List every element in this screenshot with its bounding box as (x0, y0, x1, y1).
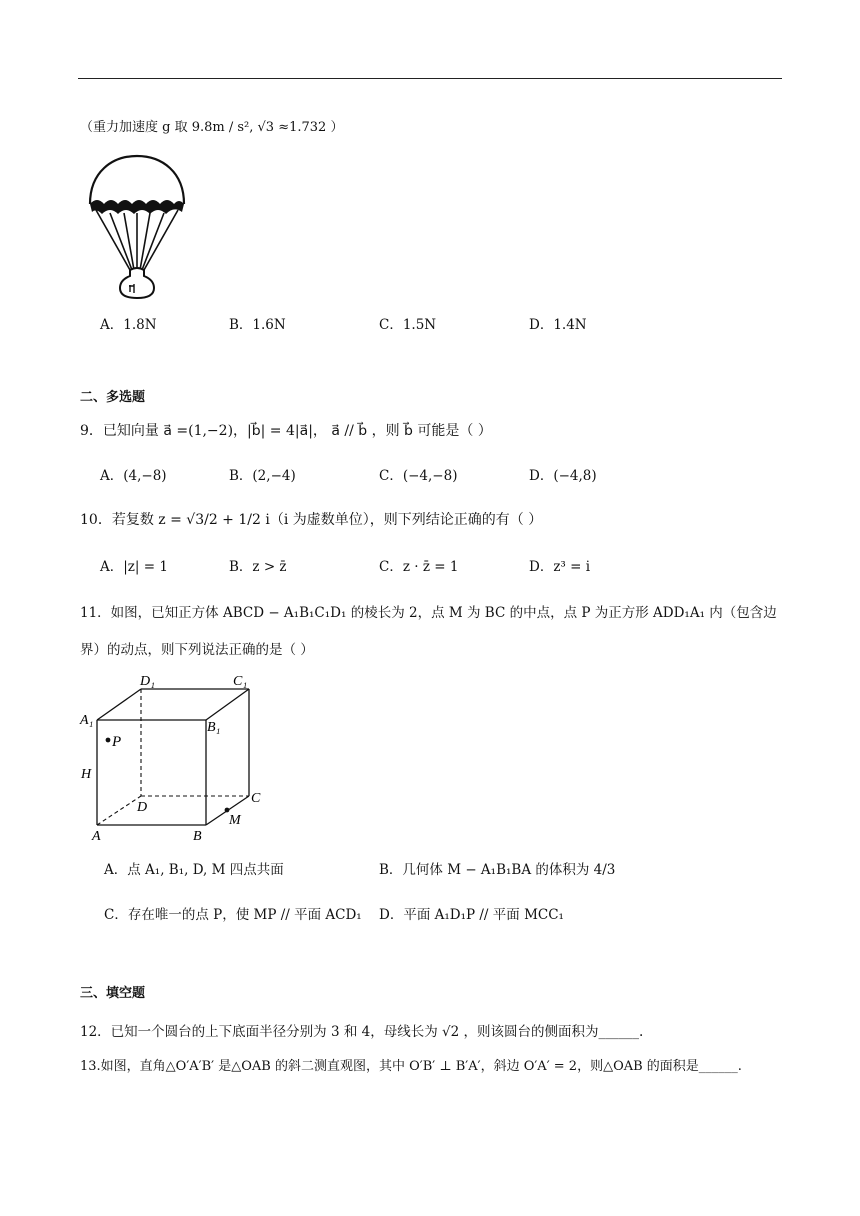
q11-stem-line1: 11．如图，已知正方体 ABCD − A₁B₁C₁D₁ 的棱长为 2，点 M 为 BC 的中点，点 P 为正方形 ADD₁A₁ 内（包含边 (80, 605, 777, 621)
parachute-illustration (84, 152, 190, 304)
label-c: C (251, 791, 261, 806)
label-b: B (193, 829, 202, 844)
q11-stem-line2: 界）的动点，则下列说法正确的是（ ） (80, 642, 314, 658)
q11-option-a: A．点 A₁, B₁, D, M 四点共面 (104, 862, 284, 878)
q10-option-d: D．z³ = i (529, 559, 591, 575)
label-c1: C₁ (233, 674, 248, 689)
q8-option-b: B．1.6N (229, 317, 286, 333)
q13-stem: 13.如图，直角△O′A′B′ 是△OAB 的斜二测直观图，其中 O′B′ ⊥ B′A′，斜边 O′A′ = 2，则△OAB 的面积是______. (80, 1059, 742, 1074)
cube-figure (76, 668, 276, 846)
label-p: P (112, 734, 122, 750)
q10-option-b: B．z > z̄ (229, 559, 287, 575)
q8-option-c: C．1.5N (379, 317, 437, 333)
q8-option-a: A．1.8N (100, 317, 157, 333)
q8-option-d: D．1.4N (529, 317, 587, 333)
section-multiple-choice-title: 二、多选题 (80, 390, 146, 405)
q10-stem: 10．若复数 z = √3/2 + 1/2 i（i 为虚数单位），则下列结论正确的有（ ） (80, 512, 543, 528)
q11-option-c: C．存在唯一的点 P，使 MP // 平面 ACD₁ (104, 907, 362, 923)
q11-option-d: D．平面 A₁D₁P // 平面 MCC₁ (379, 907, 564, 923)
q10-option-c: C．z · z̄ = 1 (379, 559, 459, 575)
q9-stem: 9．已知向量 a⃗ =(1,−2)，|b⃗| = 4|a⃗|， a⃗ // b⃗ ，则 b⃗ 可能是（ ） (80, 423, 492, 439)
label-m: M (229, 813, 241, 828)
label-a: A (92, 829, 101, 844)
q10-option-a: A．|z| = 1 (100, 559, 168, 575)
label-a1: A₁ (80, 713, 94, 728)
q9-option-a: A．(4,−8) (100, 468, 167, 484)
q9-option-c: C．(−4,−8) (379, 468, 458, 484)
q12-stem: 12．已知一个圆台的上下底面半径分别为 3 和 4，母线长为 √2 ，则该圆台的侧面积为______. (80, 1024, 644, 1040)
q11-option-b: B．几何体 M − A₁B₁BA 的体积为 4/3 (379, 862, 616, 878)
section-fill-blank-title: 三、填空题 (80, 986, 146, 1001)
label-d: D (137, 800, 148, 815)
q9-option-b: B．(2,−4) (229, 468, 296, 484)
header-rule (78, 78, 782, 79)
label-h: H (81, 767, 92, 782)
label-d1: D₁ (140, 674, 155, 689)
q9-option-d: D．(−4,8) (529, 468, 597, 484)
gravity-note: （重力加速度 g 取 9.8m / s², √3 ≈1.732 ） (80, 120, 344, 135)
label-b1: B₁ (207, 720, 221, 735)
